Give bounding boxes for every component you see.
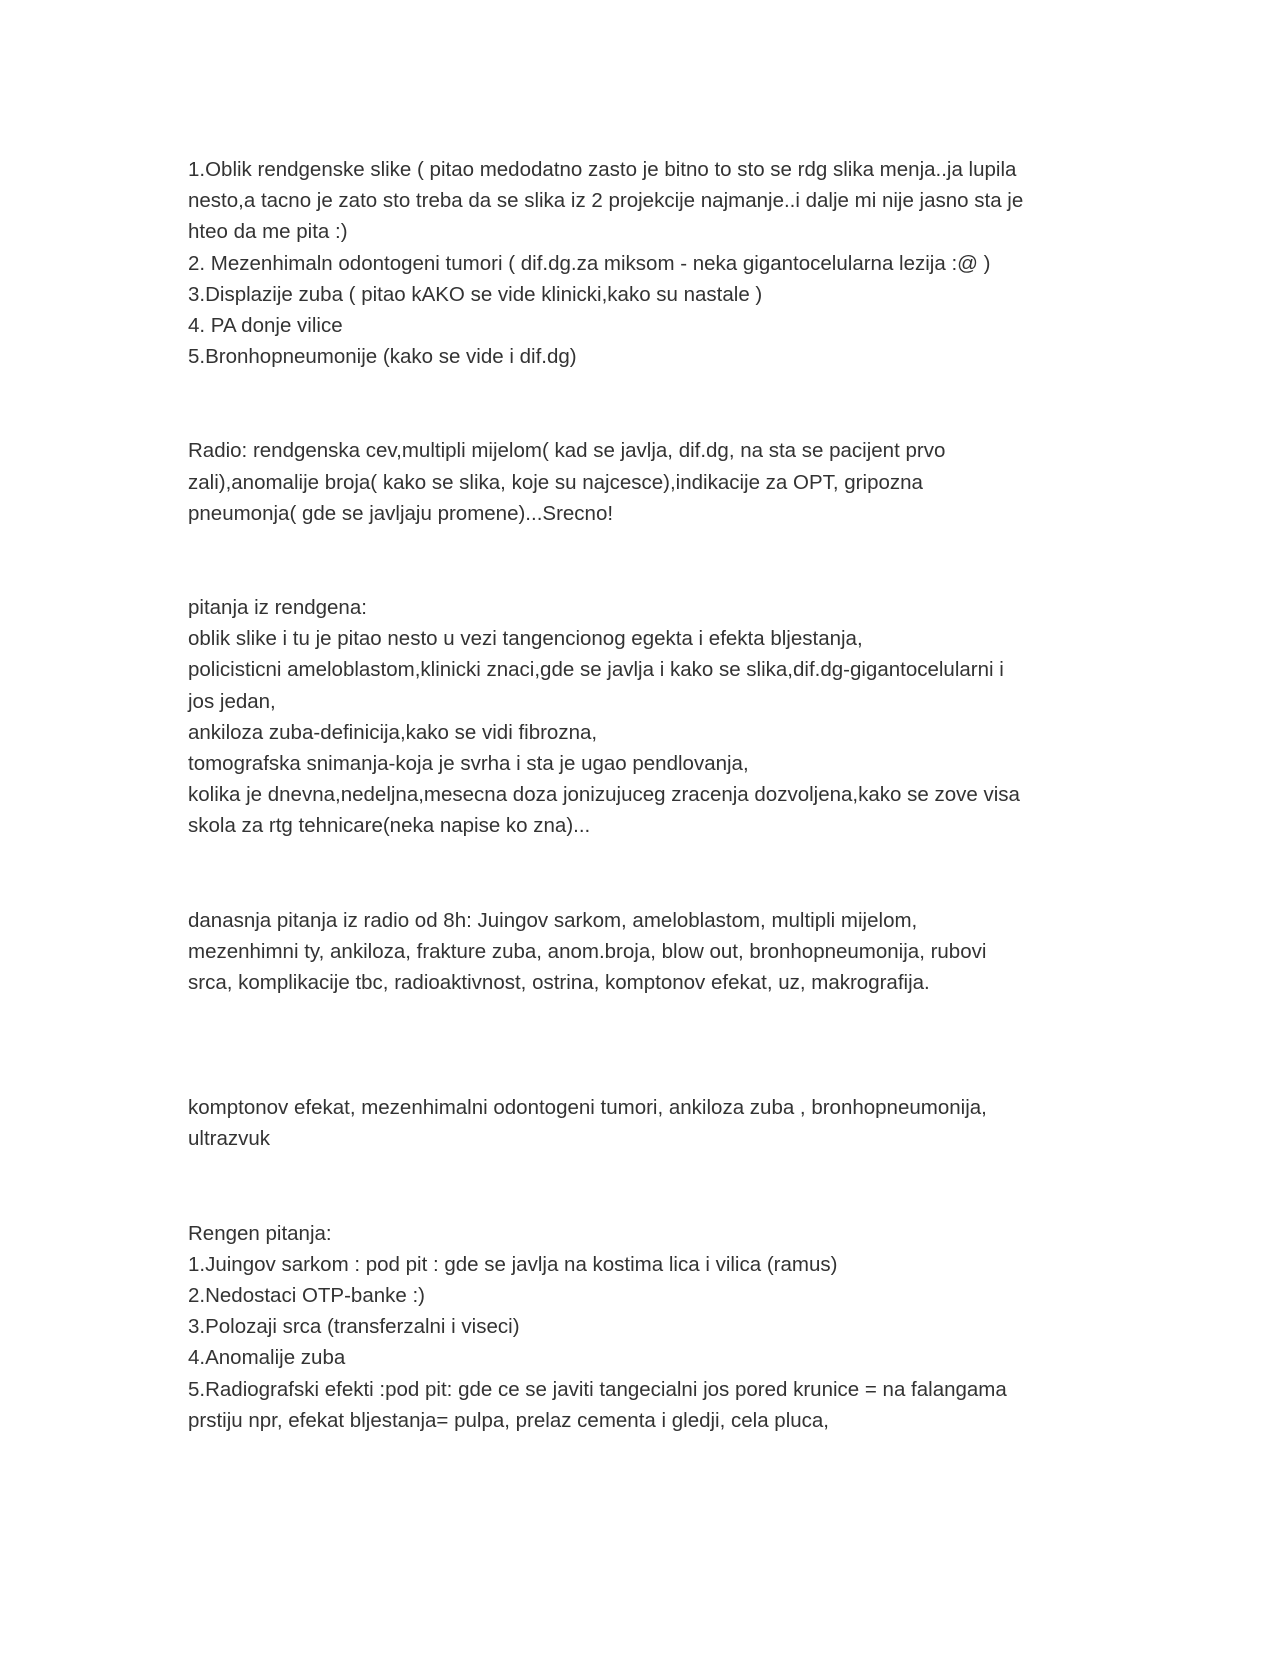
paragraph-spacer xyxy=(188,842,1088,905)
text-line: 1.Oblik rendgenske slike ( pitao medodatno zasto je bitno to sto se rdg slika menja..ja lupila xyxy=(188,158,1017,181)
question-block-3 xyxy=(188,592,1088,842)
text-line: nesto,a tacno je zato sto treba da se slika iz 2 projekcije najmanje..i dalje mi nije jasno sta je xyxy=(188,189,1024,213)
text-line: Rengen pitanja: xyxy=(188,1221,332,1245)
text-line: pitanja iz rendgena: xyxy=(188,596,367,620)
text-line: ankiloza zuba-definicija,kako se vidi fibrozna, xyxy=(188,720,598,744)
question-block-2 xyxy=(188,435,1088,529)
question-block-5 xyxy=(188,1092,1088,1154)
text-line: danasnja pitanja iz radio od 8h: Juingov sarkom, ameloblastom, multipli mijelom, xyxy=(188,908,918,932)
text-line: 2. Mezenhimaln odontogeni tumori ( dif.dg.za miksom - neka gigantocelularna lezija :@ ) xyxy=(188,251,991,275)
question-block-4 xyxy=(188,905,1088,999)
text-line: 5.Bronhopneumonije (kako se vide i dif.dg) xyxy=(188,345,577,369)
text-line: 3.Polozaji srca (transferzalni i viseci) xyxy=(188,1315,520,1339)
text-line: hteo da me pita :) xyxy=(188,220,348,244)
text-line: skola za rtg tehnicare(neka napise ko zna)... xyxy=(188,814,591,838)
text-line: 4. PA donje vilice xyxy=(188,314,343,338)
text-line: 3.Displazije zuba ( pitao kAKO se vide klinicki,kako su nastale ) xyxy=(188,282,763,306)
document-body xyxy=(188,154,1088,1436)
text-line: zali),anomalije broja( kako se slika, koje su najcesce),indikacije za OPT, gripozna xyxy=(188,470,923,494)
text-line: komptonov efekat, mezenhimalni odontogeni tumori, ankiloza zuba , bronhopneumonija, xyxy=(188,1096,987,1120)
paragraph-spacer xyxy=(188,529,1088,592)
text-line: kolika je dnevna,nedeljna,mesecna doza jonizujuceg zracenja dozvoljena,kako se zove visa xyxy=(188,783,1020,807)
text-line: pneumonja( gde se javljaju promene)...Srecno! xyxy=(188,501,614,525)
text-line: ultrazvuk xyxy=(188,1127,271,1151)
text-line: jos jedan, xyxy=(188,689,276,713)
text-line: tomografska snimanja-koja je svrha i sta je ugao pendlovanja, xyxy=(188,752,749,776)
paragraph-spacer xyxy=(188,1155,1088,1218)
text-line: oblik slike i tu je pitao nesto u vezi tangencionog egekta i efekta bljestanja, xyxy=(188,627,863,651)
text-line: Radio: rendgenska cev,multipli mijelom( kad se javlja, dif.dg, na sta se pacijent prvo xyxy=(188,439,946,463)
text-line: 4.Anomalije zuba xyxy=(188,1346,346,1370)
text-line: 2.Nedostaci OTP-banke :) xyxy=(188,1284,425,1308)
question-block-6 xyxy=(188,1218,1088,1436)
text-line: prstiju npr, efekat bljestanja= pulpa, prelaz cementa i gledji, cela pluca, xyxy=(188,1408,830,1432)
paragraph-spacer xyxy=(188,998,1088,1092)
text-line: 5.Radiografski efekti :pod pit: gde ce se javiti tangecialni jos pored krunice = na falangama xyxy=(188,1377,1007,1401)
text-line: srca, komplikacije tbc, radioaktivnost, ostrina, komptonov efekat, uz, makrografija. xyxy=(188,971,930,995)
question-block-1 xyxy=(188,154,1088,372)
paragraph-spacer xyxy=(188,372,1088,435)
text-line: mezenhimni ty, ankiloza, frakture zuba, anom.broja, blow out, bronhopneumonija, rubovi xyxy=(188,939,987,963)
text-line: 1.Juingov sarkom : pod pit : gde se javlja na kostima lica i vilica (ramus) xyxy=(188,1252,838,1276)
text-line: policisticni ameloblastom,klinicki znaci,gde se javlja i kako se slika,dif.dg-gigantocelularni i xyxy=(188,658,1004,682)
